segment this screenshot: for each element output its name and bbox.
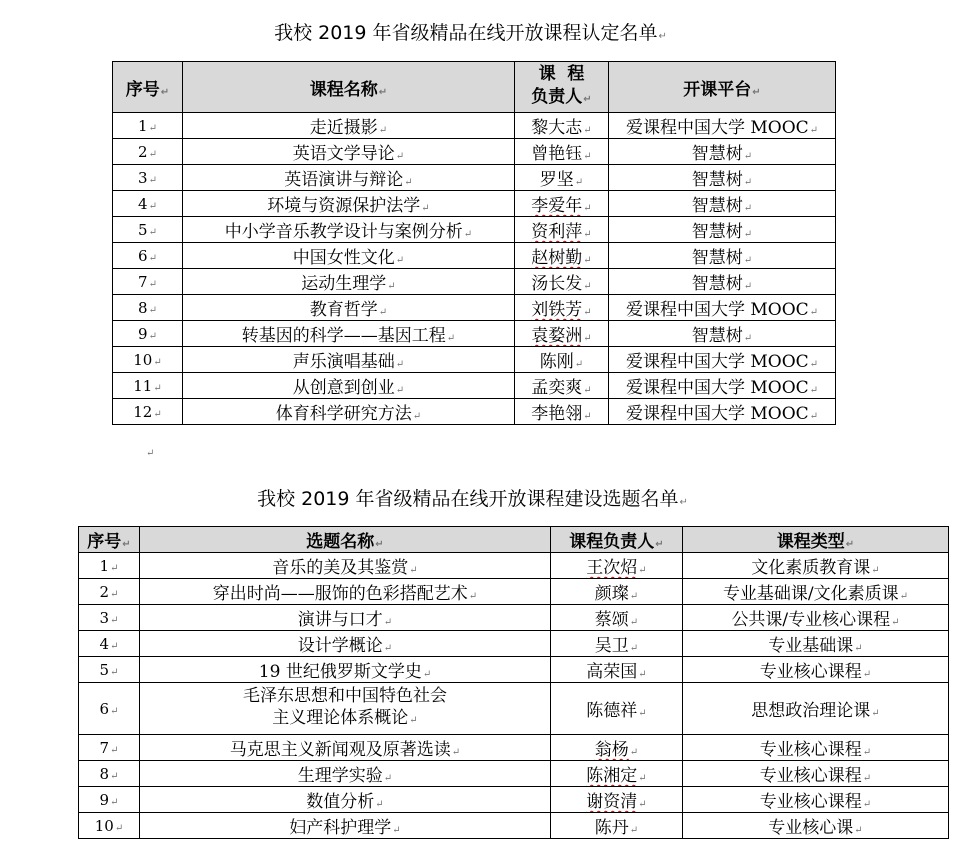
cell-topic-name: 19 世纪俄罗斯文学史↵ <box>140 657 551 683</box>
table-row <box>113 321 836 347</box>
header-course-name: 课程名称↵ <box>183 62 515 113</box>
cell-leader: 孟奕爽↵ <box>515 373 609 399</box>
table-row <box>113 113 836 139</box>
cell-leader: 汤长发↵ <box>515 269 609 295</box>
cell-leader: 资利萍↵ <box>515 217 609 243</box>
cell-course-name: 英语文学导论↵ <box>183 139 515 165</box>
cell-index: 7↵ <box>79 735 140 761</box>
table-row <box>113 347 836 373</box>
header-index: 序号↵ <box>79 527 140 553</box>
cell-topic-name: 马克思主义新闻观及原著选读↵ <box>140 735 551 761</box>
header-leader: 课 程 负责人↵ <box>515 62 609 113</box>
cell-index: 5↵ <box>79 657 140 683</box>
cell-topic-name: 音乐的美及其鉴赏↵ <box>140 553 551 579</box>
table-row <box>113 373 836 399</box>
cell-type: 思想政治理论课↵ <box>683 683 949 735</box>
cell-type: 公共课/专业核心课程↵ <box>683 605 949 631</box>
cell-course-name: 声乐演唱基础↵ <box>183 347 515 373</box>
cell-index: 8↵ <box>113 295 183 321</box>
cell-platform: 爱课程中国大学 MOOC↵ <box>609 347 836 373</box>
cell-index: 2↵ <box>79 579 140 605</box>
cell-index: 11↵ <box>113 373 183 399</box>
cell-topic-name: 演讲与口才↵ <box>140 605 551 631</box>
cell-index: 10↵ <box>79 813 140 839</box>
cell-index: 6↵ <box>79 683 140 735</box>
table-row <box>113 165 836 191</box>
cell-index: 4↵ <box>79 631 140 657</box>
cell-course-name: 走近摄影↵ <box>183 113 515 139</box>
cell-index: 7↵ <box>113 269 183 295</box>
cell-topic-name: 毛泽东思想和中国特色社会 主义理论体系概论↵ <box>140 683 551 735</box>
cell-index: 5↵ <box>113 217 183 243</box>
cell-type: 专业核心课程↵ <box>683 787 949 813</box>
cell-course-name: 运动生理学↵ <box>183 269 515 295</box>
certified-courses-table <box>112 61 836 425</box>
cell-course-name: 英语演讲与辩论↵ <box>183 165 515 191</box>
cell-leader: 陈丹↵ <box>551 813 683 839</box>
table-row <box>79 735 949 761</box>
cell-leader: 陈德祥↵ <box>551 683 683 735</box>
cell-index: 3↵ <box>79 605 140 631</box>
cell-course-name: 转基因的科学——基因工程↵ <box>183 321 515 347</box>
cell-index: 8↵ <box>79 761 140 787</box>
cell-type: 专业核心课程↵ <box>683 761 949 787</box>
table-row <box>79 605 949 631</box>
paragraph-mark: ↵ <box>146 448 155 459</box>
cell-leader: 高荣国↵ <box>551 657 683 683</box>
cell-leader: 李爱年↵ <box>515 191 609 217</box>
header-type: 课程类型↵ <box>683 527 949 553</box>
cell-type: 专业基础课↵ <box>683 631 949 657</box>
cell-platform: 智慧树↵ <box>609 139 836 165</box>
table-row <box>79 657 949 683</box>
cell-leader: 黎大志↵ <box>515 113 609 139</box>
cell-leader: 翁杨↵ <box>551 735 683 761</box>
table-row <box>79 553 949 579</box>
cell-leader: 袁婺洲↵ <box>515 321 609 347</box>
cell-leader: 谢资清↵ <box>551 787 683 813</box>
table-header-row <box>79 527 949 553</box>
table-row <box>79 579 949 605</box>
cell-index: 6↵ <box>113 243 183 269</box>
cell-platform: 智慧树↵ <box>609 217 836 243</box>
cell-type: 专业基础课/文化素质课↵ <box>683 579 949 605</box>
cell-index: 9↵ <box>79 787 140 813</box>
cell-index: 2↵ <box>113 139 183 165</box>
table-row <box>113 139 836 165</box>
cell-platform: 智慧树↵ <box>609 191 836 217</box>
cell-type: 文化素质教育课↵ <box>683 553 949 579</box>
cell-index: 1↵ <box>79 553 140 579</box>
cell-index: 1↵ <box>113 113 183 139</box>
cell-leader: 赵树勤↵ <box>515 243 609 269</box>
cell-topic-name: 穿出时尚——服饰的色彩搭配艺术↵ <box>140 579 551 605</box>
cell-leader: 王次炤↵ <box>551 553 683 579</box>
cell-leader: 李艳翎↵ <box>515 399 609 425</box>
cell-index: 10↵ <box>113 347 183 373</box>
cell-topic-name: 生理学实验↵ <box>140 761 551 787</box>
table-row <box>113 269 836 295</box>
table-row <box>113 191 836 217</box>
header-platform: 开课平台↵ <box>609 62 836 113</box>
cell-platform: 智慧树↵ <box>609 243 836 269</box>
cell-course-name: 体育科学研究方法↵ <box>183 399 515 425</box>
cell-platform: 智慧树↵ <box>609 165 836 191</box>
table-row <box>113 243 836 269</box>
header-topic-name: 选题名称↵ <box>140 527 551 553</box>
cell-platform: 爱课程中国大学 MOOC↵ <box>609 113 836 139</box>
cell-index: 12↵ <box>113 399 183 425</box>
cell-platform: 智慧树↵ <box>609 269 836 295</box>
cell-course-name: 从创意到创业↵ <box>183 373 515 399</box>
cell-topic-name: 数值分析↵ <box>140 787 551 813</box>
cell-leader: 罗坚↵ <box>515 165 609 191</box>
cell-course-name: 环境与资源保护法学↵ <box>183 191 515 217</box>
cell-platform: 爱课程中国大学 MOOC↵ <box>609 373 836 399</box>
cell-index: 3↵ <box>113 165 183 191</box>
cell-platform: 爱课程中国大学 MOOC↵ <box>609 295 836 321</box>
table2-title: 我校 2019 年省级精品在线开放课程建设选题名单↵ <box>257 488 688 510</box>
table-row <box>79 683 949 735</box>
cell-platform: 智慧树↵ <box>609 321 836 347</box>
table-row <box>113 399 836 425</box>
cell-leader: 陈刚↵ <box>515 347 609 373</box>
header-index: 序号↵ <box>113 62 183 113</box>
table-row <box>79 813 949 839</box>
table-row <box>79 761 949 787</box>
cell-index: 9↵ <box>113 321 183 347</box>
cell-leader: 吴卫↵ <box>551 631 683 657</box>
cell-leader: 蔡颂↵ <box>551 605 683 631</box>
cell-type: 专业核心课↵ <box>683 813 949 839</box>
table-row <box>113 295 836 321</box>
cell-platform: 爱课程中国大学 MOOC↵ <box>609 399 836 425</box>
cell-leader: 刘铁芳↵ <box>515 295 609 321</box>
cell-leader: 曾艳钰↵ <box>515 139 609 165</box>
cell-type: 专业核心课程↵ <box>683 657 949 683</box>
table-row <box>79 787 949 813</box>
topic-courses-table <box>78 526 949 839</box>
table-header-row <box>113 62 836 113</box>
cell-course-name: 中小学音乐教学设计与案例分析↵ <box>183 217 515 243</box>
table-row <box>79 631 949 657</box>
table1-title: 我校 2019 年省级精品在线开放课程认定名单↵ <box>274 22 667 44</box>
header-leader: 课程负责人↵ <box>551 527 683 553</box>
table-row <box>113 217 836 243</box>
cell-topic-name: 妇产科护理学↵ <box>140 813 551 839</box>
cell-type: 专业核心课程↵ <box>683 735 949 761</box>
cell-course-name: 中国女性文化↵ <box>183 243 515 269</box>
cell-leader: 颜璨↵ <box>551 579 683 605</box>
cell-course-name: 教育哲学↵ <box>183 295 515 321</box>
cell-index: 4↵ <box>113 191 183 217</box>
cell-leader: 陈湘定↵ <box>551 761 683 787</box>
cell-topic-name: 设计学概论↵ <box>140 631 551 657</box>
